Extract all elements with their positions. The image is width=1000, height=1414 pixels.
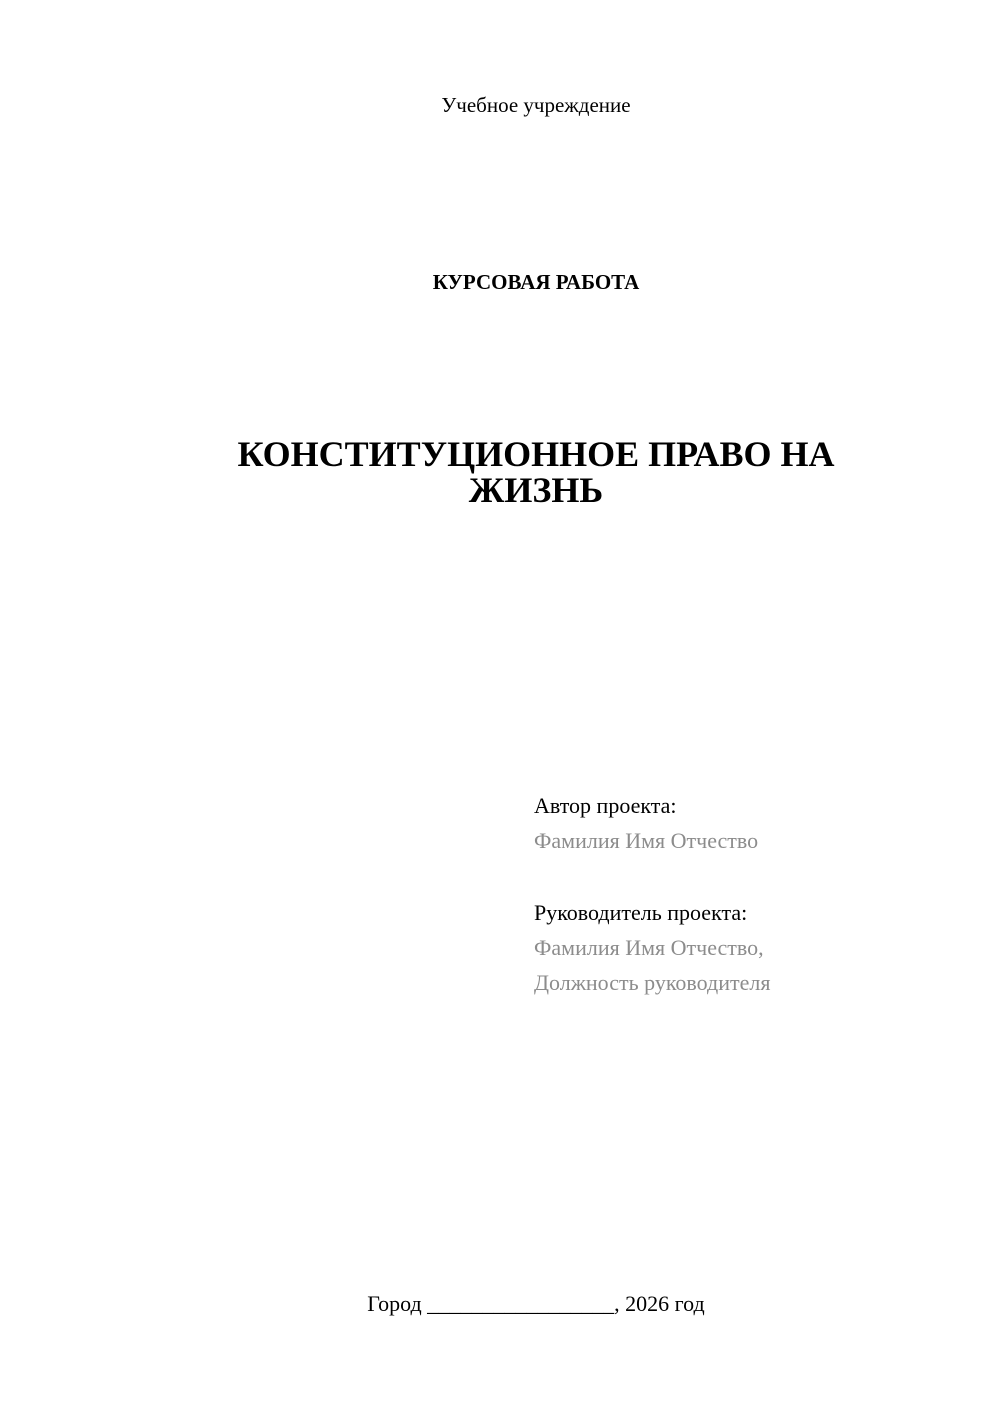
city-year-line [0,1290,1000,1318]
supervisor-name: Фамилия Имя Отчество, [534,935,764,960]
document-title-line-2: ЖИЗНЬ [468,470,604,510]
document-title [180,436,892,508]
credits-spacer [534,858,974,895]
credits-block [534,788,974,1000]
institution-name: Учебное учреждение [441,93,631,117]
document-title-line-1: КОНСТИТУЦИОННОЕ ПРАВО НА [237,434,835,474]
year-text: , 2026 год [614,1291,705,1316]
author-label: Автор проекта: [534,793,677,818]
work-type-heading: КУРСОВАЯ РАБОТА [432,270,640,294]
supervisor-position: Должность руководителя [534,970,771,995]
city-blank: _________________ [427,1291,615,1316]
author-name: Фамилия Имя Отчество [534,828,759,853]
city-label: Город [367,1291,422,1316]
supervisor-label: Руководитель проекта: [534,900,748,925]
